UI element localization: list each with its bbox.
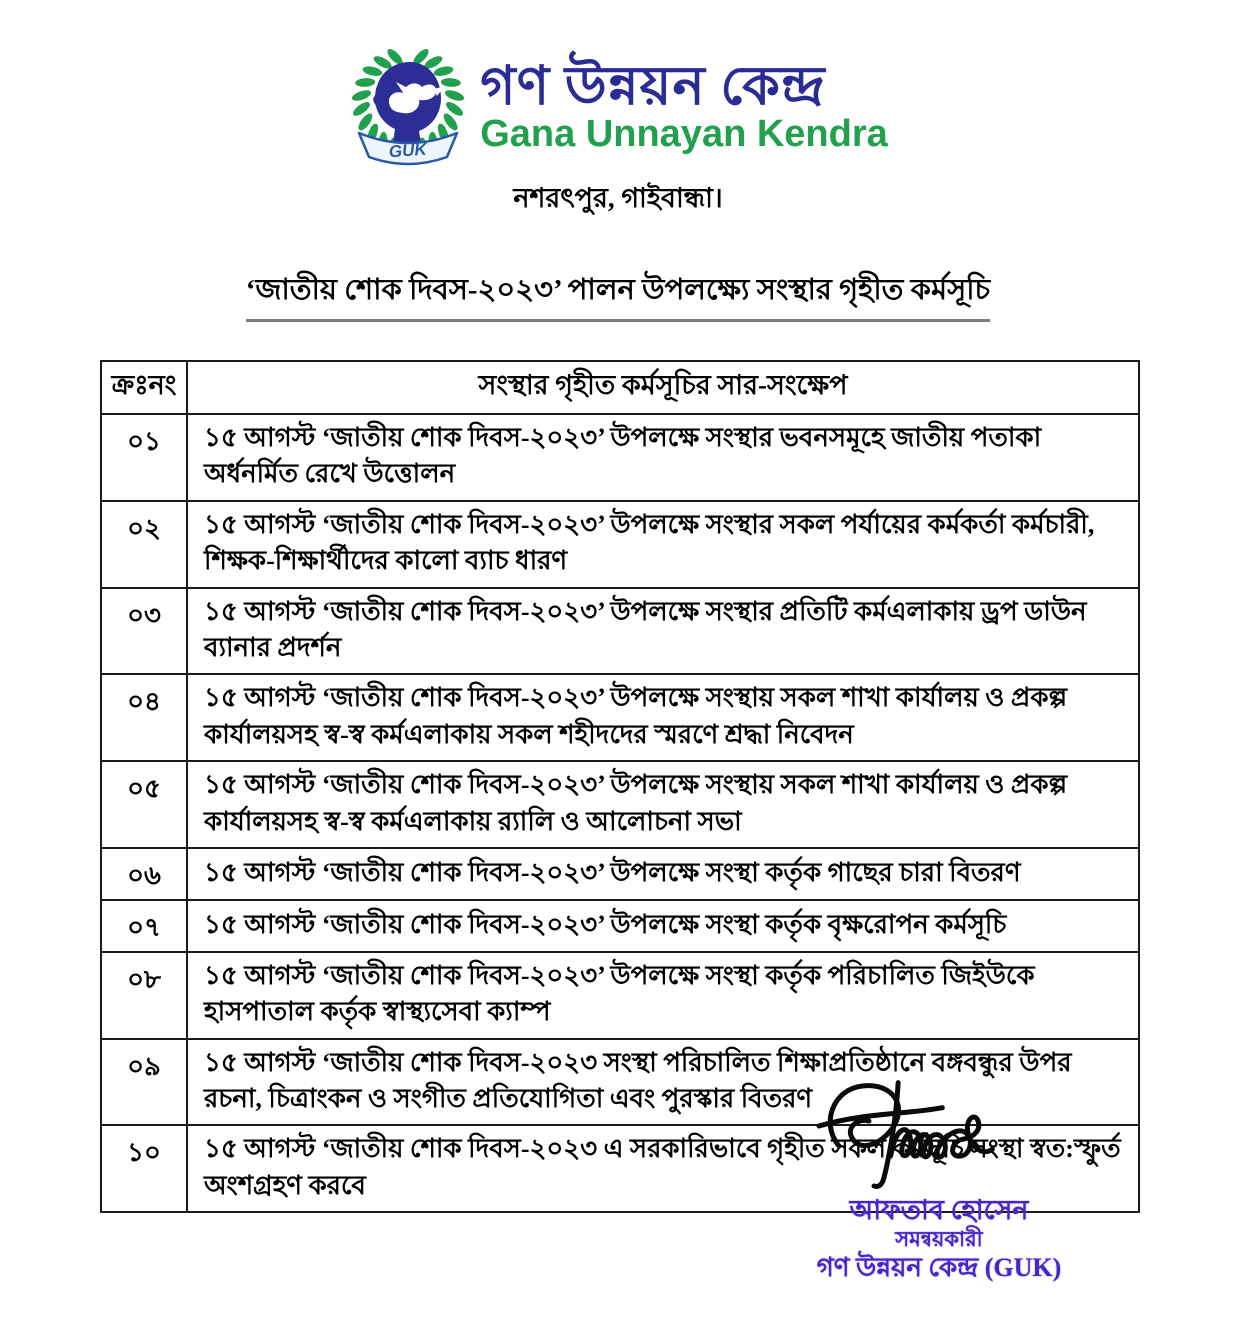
table-row	[101, 761, 1139, 848]
row-description: ১৫ আগস্ট ‘জাতীয় শোক দিবস-২০২৩’ উপলক্ষে সংস্থা কর্তৃক পরিচালিত জিইউকে হাসপাতাল কর্তৃক স্বাস্থ্যসেবা ক্যাম্প	[187, 952, 1139, 1039]
row-serial: ০৩	[101, 588, 187, 675]
row-description: ১৫ আগস্ট ‘জাতীয় শোক দিবস-২০২৩’ উপলক্ষে সংস্থা কর্তৃক বৃক্ষরোপন কর্মসূচি	[187, 900, 1139, 952]
org-address: নশরৎপুর, গাইবান্ধা।	[513, 183, 723, 213]
row-serial: ০৫	[101, 761, 187, 848]
brand-text	[480, 56, 888, 157]
row-serial: ০২	[101, 501, 187, 588]
row-description: ১৫ আগস্ট ‘জাতীয় শোক দিবস-২০২৩’ উপলক্ষে সংস্থার ভবনসমূহে জাতীয় পতাকা অর্ধনর্মিত রেখে উত্তোলন	[187, 414, 1139, 501]
row-serial: ০৮	[101, 952, 187, 1039]
table-row	[101, 674, 1139, 761]
signatory-name: আফতাব হোসেন	[849, 1195, 1029, 1225]
row-serial: ০১	[101, 414, 187, 501]
org-name-bengali: গণ উন্নয়ন কেন্দ্র	[480, 56, 826, 117]
title-row	[0, 267, 1236, 322]
table-row	[101, 588, 1139, 675]
row-description: ১৫ আগস্ট ‘জাতীয় শোক দিবস-২০২৩’ উপলক্ষে সংস্থায় সকল শাখা কার্যালয় ও প্রকল্প কার্যালয়সহ স্ব-স্ব কর্মএলাকায় র‍্যালি ও আলোচনা সভা	[187, 761, 1139, 848]
signatory-organization: গণ উন্নয়ন কেন্দ্র (GUK)	[816, 1252, 1062, 1282]
row-description: ১৫ আগস্ট ‘জাতীয় শোক দিবস-২০২৩ এ সরকারিভাবে গৃহীত সকল কর্মসূচি সংস্থা স্বত:স্ফুর্ত অংশগ্রহণ করবে	[187, 1125, 1139, 1212]
org-name-english: Gana Unnayan Kendra	[480, 113, 888, 156]
row-description: ১৫ আগস্ট ‘জাতীয় শোক দিবস-২০২৩’ উপলক্ষে সংস্থায় সকল শাখা কার্যালয় ও প্রকল্প কার্যালয়সহ স্ব-স্ব কর্মএলাকায় সকল শহীদদের স্মরণে শ্রদ্ধা নিবেদন	[187, 674, 1139, 761]
brand-row	[0, 46, 1236, 170]
row-serial: ১০	[101, 1125, 187, 1212]
table-row	[101, 414, 1139, 501]
row-serial: ০৭	[101, 900, 187, 952]
signature-block	[774, 1072, 1104, 1283]
column-header-serial: ক্রঃনং	[101, 361, 187, 414]
table-row	[101, 900, 1139, 952]
row-serial: ০৬	[101, 848, 187, 900]
row-description: ১৫ আগস্ট ‘জাতীয় শোক দিবস-২০২৩’ উপলক্ষে সংস্থা কর্তৃক গাছের চারা বিতরণ	[187, 848, 1139, 900]
row-description: ১৫ আগস্ট ‘জাতীয় শোক দিবস-২০২৩’ উপলক্ষে সংস্থার সকল পর্যায়ের কর্মকর্তা কর্মচারী, শিক্ষক-শিক্ষার্থীদের কালো ব্যাচ ধারণ	[187, 501, 1139, 588]
signatory-designation: সমন্বয়কারী	[895, 1226, 983, 1251]
table-row	[101, 952, 1139, 1039]
guk-logo-icon	[348, 46, 468, 170]
signature-scrawl-icon	[814, 1072, 1064, 1200]
letterhead	[0, 0, 1236, 223]
row-description: ১৫ আগস্ট ‘জাতীয় শোক দিবস-২০২৩ সংস্থা পরিচালিত শিক্ষাপ্রতিষ্ঠানে বঙ্গবন্ধুর উপর রচনা, চিত্রাংকন ও সংগীত প্রতিযোগিতা এবং পুরস্কার বিতরণ	[187, 1039, 1139, 1126]
table-row	[101, 501, 1139, 588]
column-header-summary: সংস্থার গৃহীত কর্মসূচির সার-সংক্ষেপ	[187, 361, 1139, 414]
logo-acronym-text: GUK	[388, 139, 428, 162]
page-title: ‘জাতীয় শোক দিবস-২০২৩’ পালন উপলক্ষ্যে সংস্থার গৃহীত কর্মসূচি	[246, 267, 990, 322]
row-serial: ০৪	[101, 674, 187, 761]
row-serial: ০৯	[101, 1039, 187, 1126]
row-description: ১৫ আগস্ট ‘জাতীয় শোক দিবস-২০২৩’ উপলক্ষে সংস্থার প্রতিটি কর্মএলাকায় ড্রপ ডাউন ব্যানার প্রদর্শন	[187, 588, 1139, 675]
header-row	[101, 361, 1139, 414]
table-row	[101, 848, 1139, 900]
program-table-header	[101, 361, 1139, 414]
